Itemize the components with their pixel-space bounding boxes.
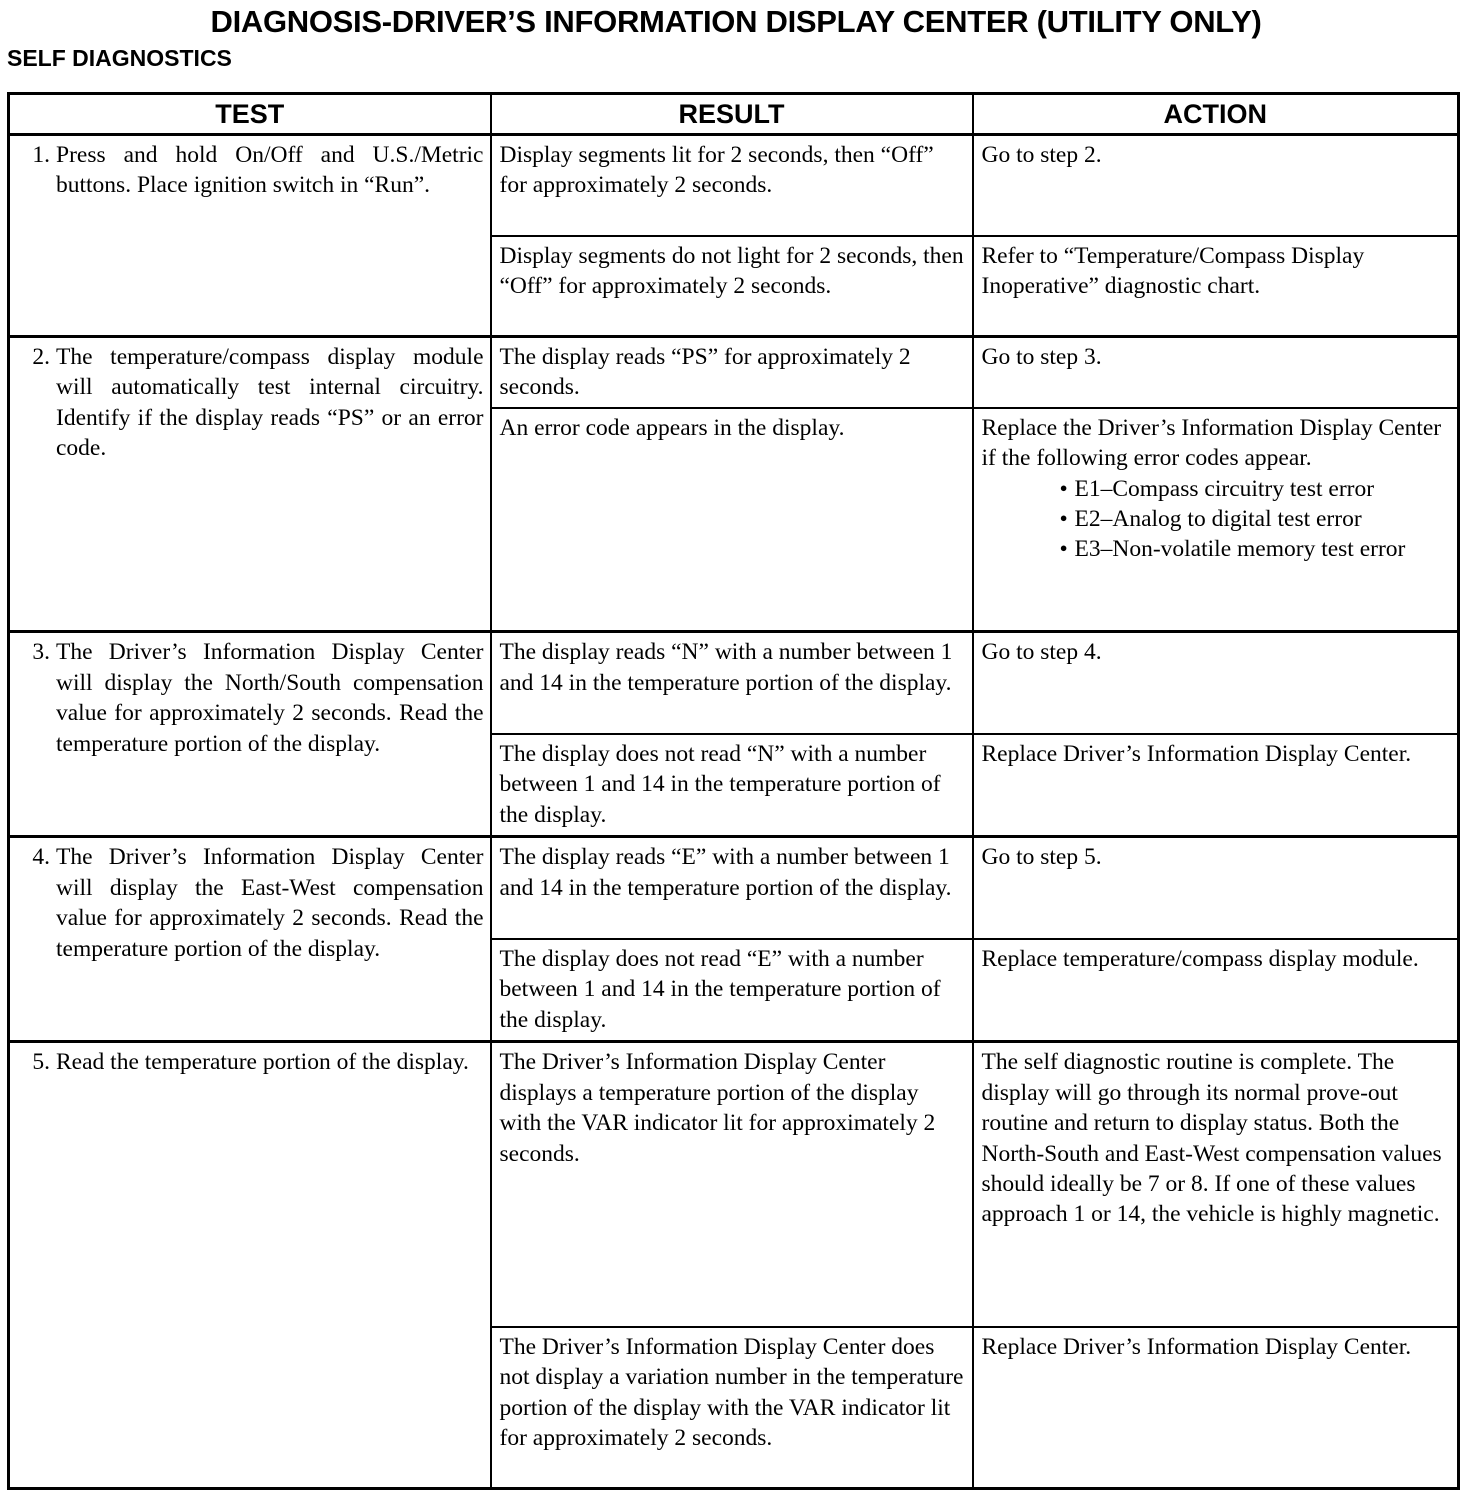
action-cell: Replace Driver’s Information Display Center. [973, 734, 1459, 837]
result-cell: The display does not read “N” with a number between 1 and 14 in the temperature portion of the display. [491, 734, 973, 837]
result-cell: Display segments lit for 2 seconds, then “Off” for approximately 2 seconds. [491, 135, 973, 236]
table-row [9, 1042, 1459, 1327]
diagnostic-table [7, 92, 1460, 1490]
action-cell: Replace temperature/compass display module. [973, 939, 1459, 1042]
list-item: • E2–Analog to digital test error [1060, 504, 1452, 534]
step-number: 4. [32, 844, 50, 871]
list-item: • E3–Non-volatile memory test error [1060, 534, 1452, 564]
result-cell: The Driver’s Information Display Center displays a temperature portion of the display with the VAR indicator lit for approximately 2 seconds. [491, 1042, 973, 1327]
test-text: The temperature/compass display module will automatically test internal circuitry. Identify if the display reads “PS” or an error code. [56, 344, 484, 462]
step-number: 1. [32, 142, 50, 168]
step-number: 3. [32, 639, 50, 666]
test-cell-step-3 [9, 632, 491, 837]
action-cell: The self diagnostic routine is complete. The display will go through its normal prove-out routine and return to display status. Both the North-South and East-West compensation values should ideally be 7 or 8. If one of these values approach 1 or 14, the vehicle is highly magnetic. [973, 1042, 1459, 1327]
test-cell-step-5 [9, 1042, 491, 1489]
step-number: 2. [32, 344, 50, 370]
error-code-list [982, 474, 1452, 565]
table-row [9, 337, 1459, 408]
action-cell [973, 408, 1459, 632]
action-cell: Go to step 5. [973, 837, 1459, 939]
result-cell: The Driver’s Information Display Center does not display a variation number in the temperature portion of the display with the VAR indicator lit for approximately 2 seconds. [491, 1327, 973, 1489]
result-cell: Display segments do not light for 2 seconds, then “Off” for approximately 2 seconds. [491, 236, 973, 337]
result-cell: An error code appears in the display. [491, 408, 973, 632]
section-subtitle: SELF DIAGNOSTICS [7, 45, 232, 71]
table-row [9, 837, 1459, 939]
action-cell: Replace Driver’s Information Display Center. [973, 1327, 1459, 1489]
list-item: • E1–Compass circuitry test error [1060, 474, 1452, 504]
action-cell: Refer to “Temperature/Compass Display Inoperative” diagnostic chart. [973, 236, 1459, 337]
action-cell: Go to step 3. [973, 337, 1459, 408]
table-row [9, 632, 1459, 734]
test-cell-step-2 [9, 337, 491, 632]
test-cell-step-4 [9, 837, 491, 1042]
table-row [9, 135, 1459, 236]
result-cell: The display reads “PS” for approximately 2 seconds. [491, 337, 973, 408]
column-header-result: RESULT [491, 94, 973, 135]
page-title: DIAGNOSIS-DRIVER’S INFORMATION DISPLAY CENTER (UTILITY ONLY) [210, 4, 1262, 39]
result-cell: The display reads “N” with a number between 1 and 14 in the temperature portion of the display. [491, 632, 973, 734]
column-header-action: ACTION [973, 94, 1459, 135]
step-number: 5. [32, 1049, 50, 1076]
table-header-row [9, 94, 1459, 135]
result-cell: The display reads “E” with a number between 1 and 14 in the temperature portion of the display. [491, 837, 973, 939]
action-cell: Go to step 2. [973, 135, 1459, 236]
test-text: Read the temperature portion of the display. [56, 1049, 469, 1076]
test-cell-step-1 [9, 135, 491, 337]
test-text: The Driver’s Information Display Center will display the North/South compensation value for approximately 2 seconds. Read the temperature portion of the display. [56, 639, 484, 757]
action-text: Replace the Driver’s Information Display Center if the following error codes appear. [981, 414, 1442, 472]
result-cell: The display does not read “E” with a number between 1 and 14 in the temperature portion of the display. [491, 939, 973, 1042]
test-text: The Driver’s Information Display Center will display the East-West compensation value for approximately 2 seconds. Read the temperature portion of the display. [56, 844, 484, 962]
action-cell: Go to step 4. [973, 632, 1459, 734]
test-text: Press and hold On/Off and U.S./Metric buttons. Place ignition switch in “Run”. [56, 142, 484, 199]
column-header-test: TEST [9, 94, 491, 135]
